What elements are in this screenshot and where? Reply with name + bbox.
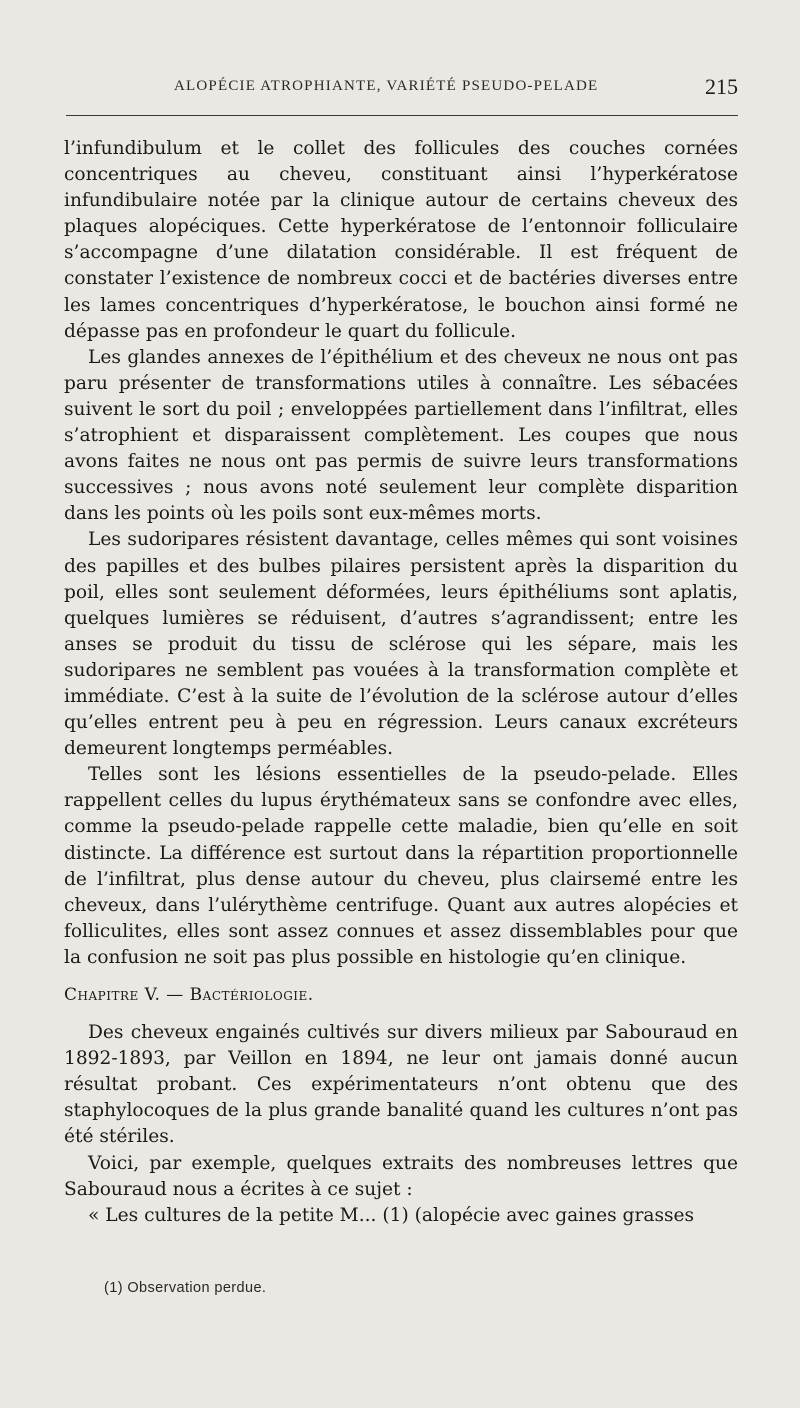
paragraph: Des cheveux engainés cultivés sur divers milieux par Sabouraud en 1892-1893, par Veillon en 1894, ne leur ont jamais donné aucun résultat probant. Ces expérimentateurs n’ont obtenu que des staphylocoques de la plus grande banalité quand les cultures n’ont pas été stériles. xyxy=(64,1022,738,1148)
running-head: ALOPÉCIE ATROPHIANTE, VARIÉTÉ PSEUDO-PELADE xyxy=(174,78,599,94)
paragraph: « Les cultures de la petite M... (1) (alopécie avec gaines grasses xyxy=(88,1204,695,1226)
paragraph: Les sudoripares résistent davantage, celles mêmes qui sont voisines des papilles et des bulbes pilaires persistent après la disparition du poil, elles sont seulement déformées, leurs épithéliums sont aplatis, quelques lumières se réduisent, d’autres s’agrandissent; entre les anses se produit du tissu de sclérose qui les sépare, mais les sudoripares ne semblent pas vouées à la transformation complète et immédiate. C’est à la suite de l’évolution de la sclérose autour d’elles qu’elles entrent peu à peu en régression. Leurs canaux excréteurs demeurent longtemps perméables. xyxy=(64,529,738,760)
paragraph: Voici, par exemple, quelques extraits des nombreuses lettres que Sabouraud nous a écrites à ce sujet : xyxy=(64,1152,738,1200)
header-rule xyxy=(66,115,738,116)
chapter-title: Chapitre V. — Bactériologie. xyxy=(64,985,314,1005)
paragraph: Les glandes annexes de l’épithélium et des cheveux ne nous ont pas paru présenter de transformations utiles à connaître. Les sébacées suivent le sort du poil ; enveloppées partiellement dans l’infiltrat, elles s’atrophient et disparaissent complètement. Les coupes que nous avons faites ne nous ont pas permis de suivre leurs transformations successives ; nous avons noté seulement leur complète disparition dans les points où les poils sont eux-mêmes morts. xyxy=(64,346,738,525)
page-number: 215 xyxy=(705,74,738,99)
page-header xyxy=(62,76,738,104)
paragraph: l’infundibulum et le collet des follicules des couches cornées concentriques au cheveu, constituant ainsi l’hyperkératose infundibulaire notée par la clinique autour de certains cheveux des plaques alopéciques. Cette hyperkératose de l’entonnoir folliculaire s’accompagne d’une dilatation considérable. Il est fréquent de constater l’existence de nombreux cocci et de bactéries diverses entre les lames concentriques d’hyperkératose, le bouchon ainsi formé ne dépasse pas en profondeur le quart du follicule. xyxy=(64,138,738,342)
paragraph: Telles sont les lésions essentielles de la pseudo-pelade. Elles rappellent celles du lupus érythémateux sans se confondre avec elles, comme la pseudo-pelade rappelle cette maladie, bien qu’elle en soit distincte. La différence est surtout dans la répartition proportionnelle de l’infiltrat, plus dense autour du cheveu, plus clairsemé entre les cheveux, dans l’ulérythème centrifuge. Quant aux autres alopécies et folliculites, elles sont assez connues et assez dissemblables pour que la confusion ne soit pas plus possible en histologie qu’en clinique. xyxy=(64,764,738,968)
footnote: (1) Observation perdue. xyxy=(104,1280,267,1296)
body-text xyxy=(64,136,738,1229)
